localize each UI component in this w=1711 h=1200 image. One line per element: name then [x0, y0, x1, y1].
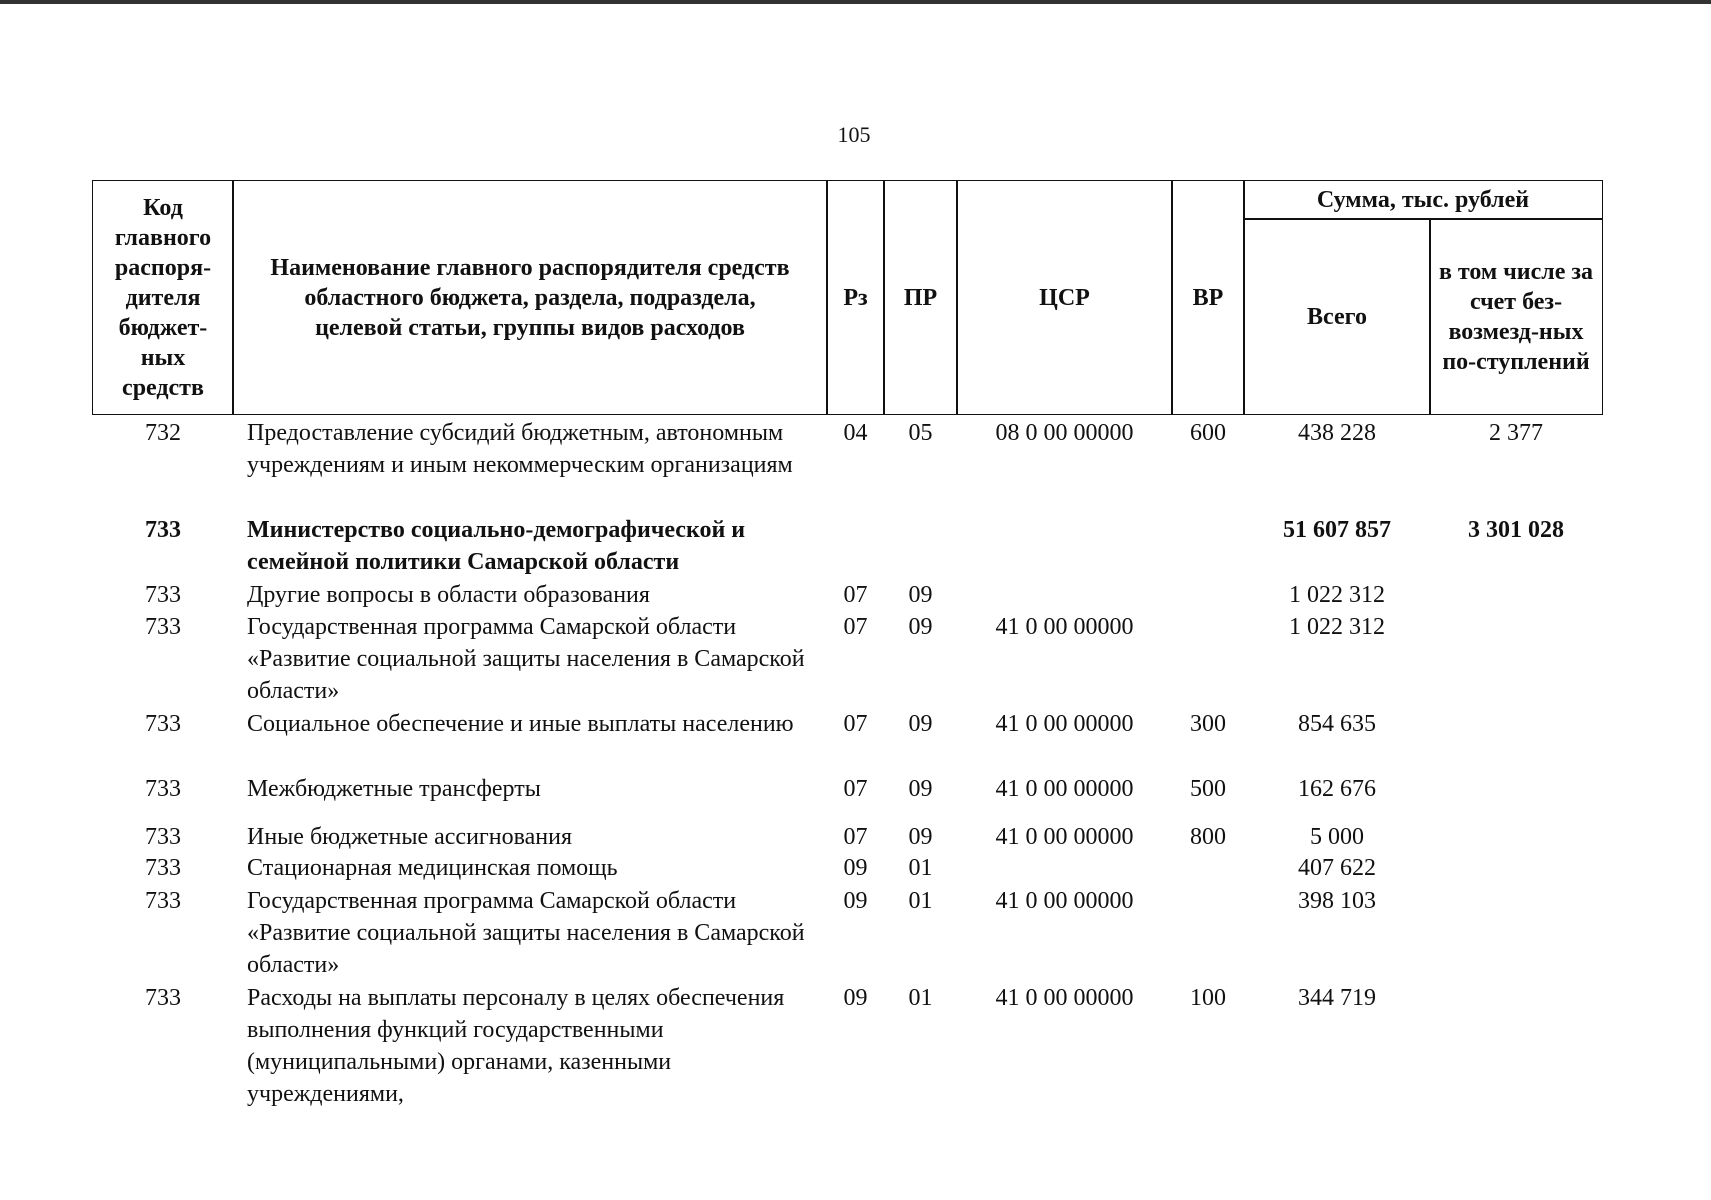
row-rz: 04 — [843, 420, 868, 446]
row-vr: 100 — [1190, 985, 1226, 1011]
row-rz: 07 — [843, 582, 868, 608]
scan-border — [0, 0, 1711, 4]
row-pr: 09 — [908, 582, 933, 608]
row-grants: 2 377 — [1489, 420, 1543, 446]
header-code: Код главного распоря-дителя бюджет-ных средств — [92, 180, 234, 415]
row-vr: 800 — [1190, 824, 1226, 850]
row-csr: 08 0 00 00000 — [995, 420, 1134, 446]
row-name: Расходы на выплаты персоналу в целях обеспечения выполнения функций государственными (муниципальными) органами, казенными учреждениями, — [247, 985, 785, 1107]
row-name: Иные бюджетные ассигнования — [247, 824, 572, 850]
row-code: 733 — [145, 614, 181, 640]
row-vr: 300 — [1190, 711, 1226, 737]
row-pr: 01 — [908, 855, 933, 881]
page-number: 105 — [837, 122, 871, 147]
header-total: Всего — [1243, 218, 1431, 415]
row-code: 733 — [145, 855, 181, 881]
row-rz: 07 — [843, 614, 868, 640]
row-rz: 09 — [843, 855, 868, 881]
row-csr: 41 0 00 00000 — [995, 776, 1134, 802]
row-code: 733 — [145, 776, 181, 802]
row-total: 51 607 857 — [1283, 517, 1391, 543]
row-pr: 01 — [908, 888, 933, 914]
row-vr: 500 — [1190, 776, 1226, 802]
row-name: Министерство социально-демографической и семейной политики Самарской области — [247, 517, 746, 575]
row-csr: 41 0 00 00000 — [995, 824, 1134, 850]
row-rz: 07 — [843, 776, 868, 802]
row-pr: 09 — [908, 614, 933, 640]
row-rz: 09 — [843, 888, 868, 914]
row-rz: 07 — [843, 711, 868, 737]
row-code: 733 — [145, 711, 181, 737]
row-rz: 09 — [843, 985, 868, 1011]
row-pr: 09 — [908, 711, 933, 737]
row-total: 162 676 — [1298, 776, 1376, 802]
row-total: 438 228 — [1298, 420, 1376, 446]
header-grants: в том числе за счет без-возмезд-ных по-ступлений — [1429, 218, 1603, 415]
row-total: 1 022 312 — [1289, 614, 1385, 640]
row-name: Межбюджетные трансферты — [247, 776, 541, 802]
row-csr: 41 0 00 00000 — [995, 614, 1134, 640]
row-name: Социальное обеспечение и иные выплаты населению — [247, 711, 794, 737]
row-grants: 3 301 028 — [1468, 517, 1564, 543]
row-name: Предоставление субсидий бюджетным, автономным учреждениям и иным некоммерческим организациям — [247, 420, 793, 478]
row-total: 854 635 — [1298, 711, 1376, 737]
header-sum: Сумма, тыс. рублей — [1243, 180, 1603, 220]
row-total: 344 719 — [1298, 985, 1376, 1011]
row-vr: 600 — [1190, 420, 1226, 446]
row-code: 733 — [145, 517, 181, 543]
row-code: 732 — [145, 420, 181, 446]
row-rz: 07 — [843, 824, 868, 850]
header-rz: Рз — [826, 180, 885, 415]
row-code: 733 — [145, 985, 181, 1011]
header-pr: ПР — [883, 180, 958, 415]
row-code: 733 — [145, 582, 181, 608]
row-code: 733 — [145, 888, 181, 914]
header-name: Наименование главного распорядителя средств областного бюджета, раздела, подраздела, целевой статьи, группы видов расходов — [232, 180, 828, 415]
row-pr: 05 — [908, 420, 933, 446]
row-code: 733 — [145, 824, 181, 850]
header-vr: ВР — [1171, 180, 1245, 415]
row-total: 398 103 — [1298, 888, 1376, 914]
row-name: Стационарная медицинская помощь — [247, 855, 618, 881]
row-total: 1 022 312 — [1289, 582, 1385, 608]
row-name: Государственная программа Самарской области «Развитие социальной защиты населения в Самарской области» — [247, 888, 805, 978]
row-total: 407 622 — [1298, 855, 1376, 881]
row-csr: 41 0 00 00000 — [995, 985, 1134, 1011]
row-pr: 09 — [908, 824, 933, 850]
row-pr: 09 — [908, 776, 933, 802]
row-name: Государственная программа Самарской области «Развитие социальной защиты населения в Самарской области» — [247, 614, 805, 704]
row-total: 5 000 — [1310, 824, 1364, 850]
row-pr: 01 — [908, 985, 933, 1011]
header-csr: ЦСР — [956, 180, 1173, 415]
row-name: Другие вопросы в области образования — [247, 582, 650, 608]
row-csr: 41 0 00 00000 — [995, 888, 1134, 914]
row-csr: 41 0 00 00000 — [995, 711, 1134, 737]
